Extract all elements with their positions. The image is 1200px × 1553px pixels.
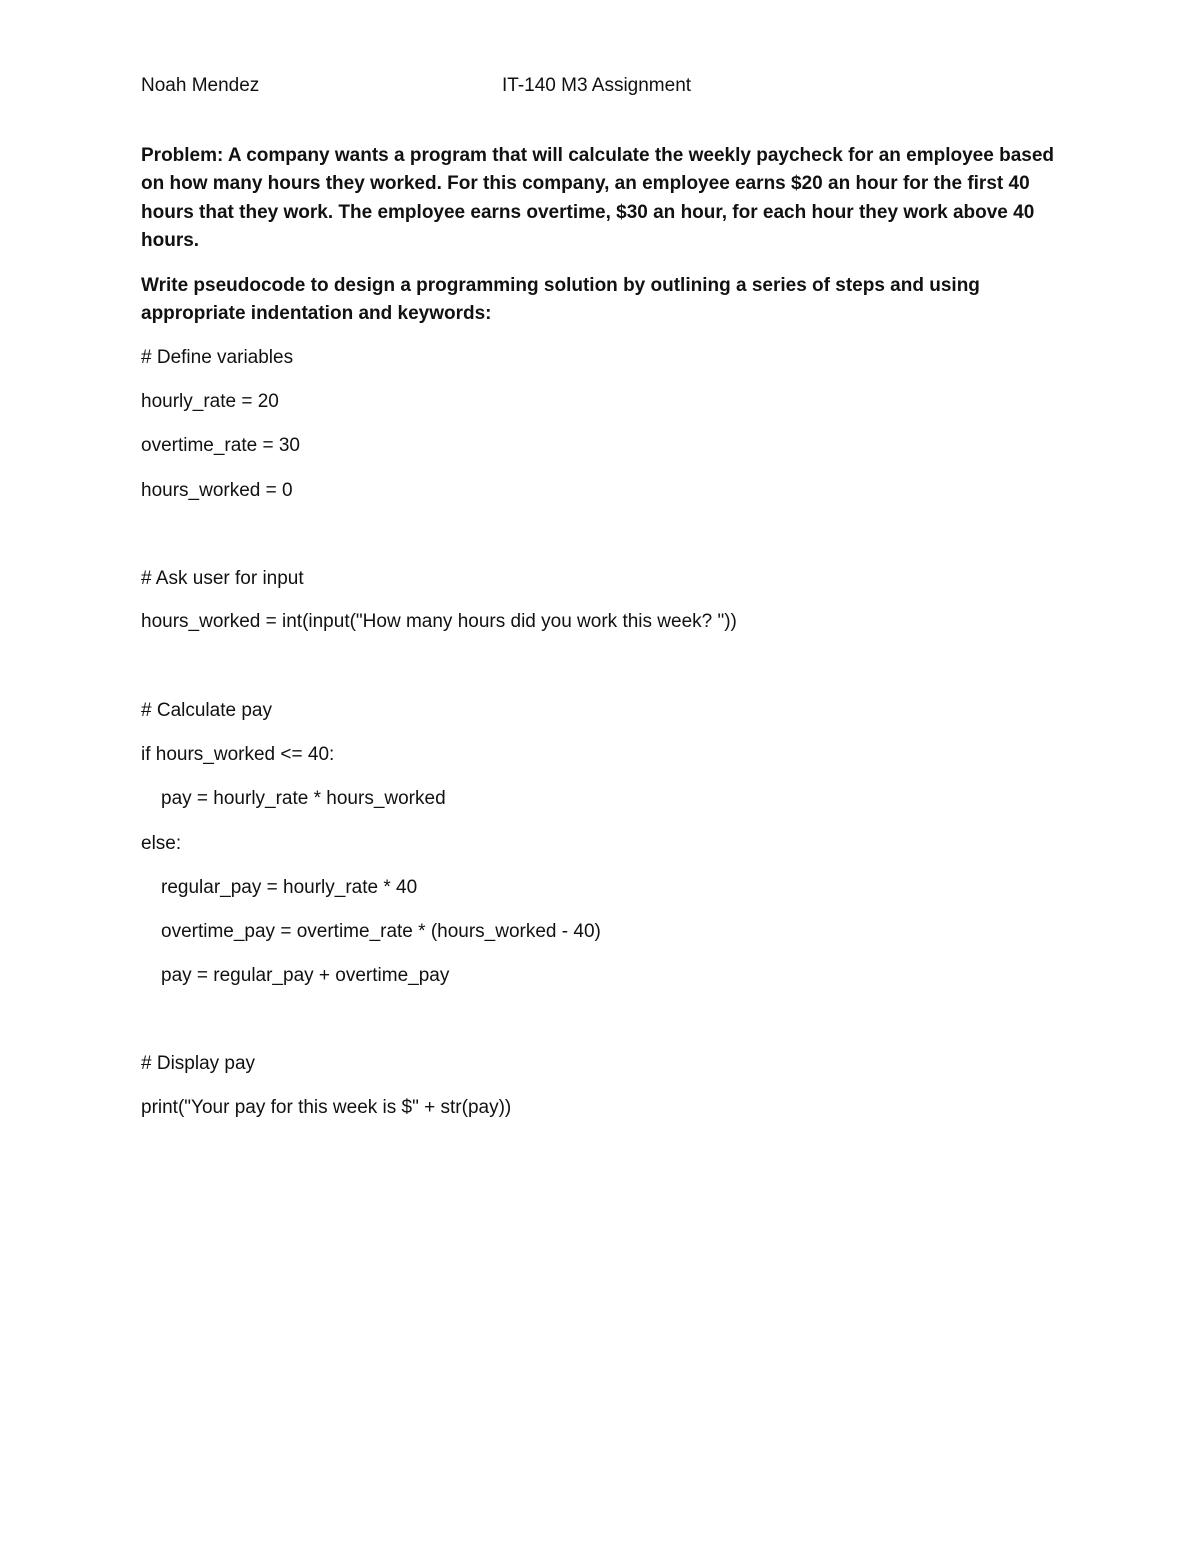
code-print-line: print("Your pay for this week is $" + str(pay)) <box>141 1097 512 1118</box>
code-regular-pay: regular_pay = hourly_rate * 40 <box>161 877 418 898</box>
code-overtime-pay: overtime_pay = overtime_rate * (hours_worked - 40) <box>161 921 601 942</box>
code-if-line: if hours_worked <= 40: <box>141 744 335 765</box>
code-pay-total: pay = regular_pay + overtime_pay <box>161 965 450 986</box>
code-pay-regular: pay = hourly_rate * hours_worked <box>161 788 446 809</box>
document-title: IT-140 M3 Assignment <box>502 75 692 96</box>
author-name: Noah Mendez <box>141 75 260 96</box>
code-hours-worked-init: hours_worked = 0 <box>141 480 293 501</box>
comment-calculate-pay: # Calculate pay <box>141 700 272 721</box>
comment-display-pay: # Display pay <box>141 1053 256 1074</box>
code-else-line: else: <box>141 833 182 854</box>
instruction-text: Write pseudocode to design a programming solution by outlining a series of steps and using appropriate indentation and keywords: <box>141 275 980 325</box>
problem-statement: Problem: A company wants a program that will calculate the weekly paycheck for an employee based on how many hours they worked. For this company, an employee earns $20 an hour for the first 40 hours that they work. The employee earns overtime, $30 an hour, for each hour they work above 40 hours. <box>141 145 1055 251</box>
comment-define-variables: # Define variables <box>141 347 294 368</box>
comment-ask-input: # Ask user for input <box>141 568 304 589</box>
code-hourly-rate: hourly_rate = 20 <box>141 391 279 412</box>
code-input-line: hours_worked = int(input("How many hours did you work this week? ")) <box>141 611 737 632</box>
code-overtime-rate: overtime_rate = 30 <box>141 435 300 456</box>
